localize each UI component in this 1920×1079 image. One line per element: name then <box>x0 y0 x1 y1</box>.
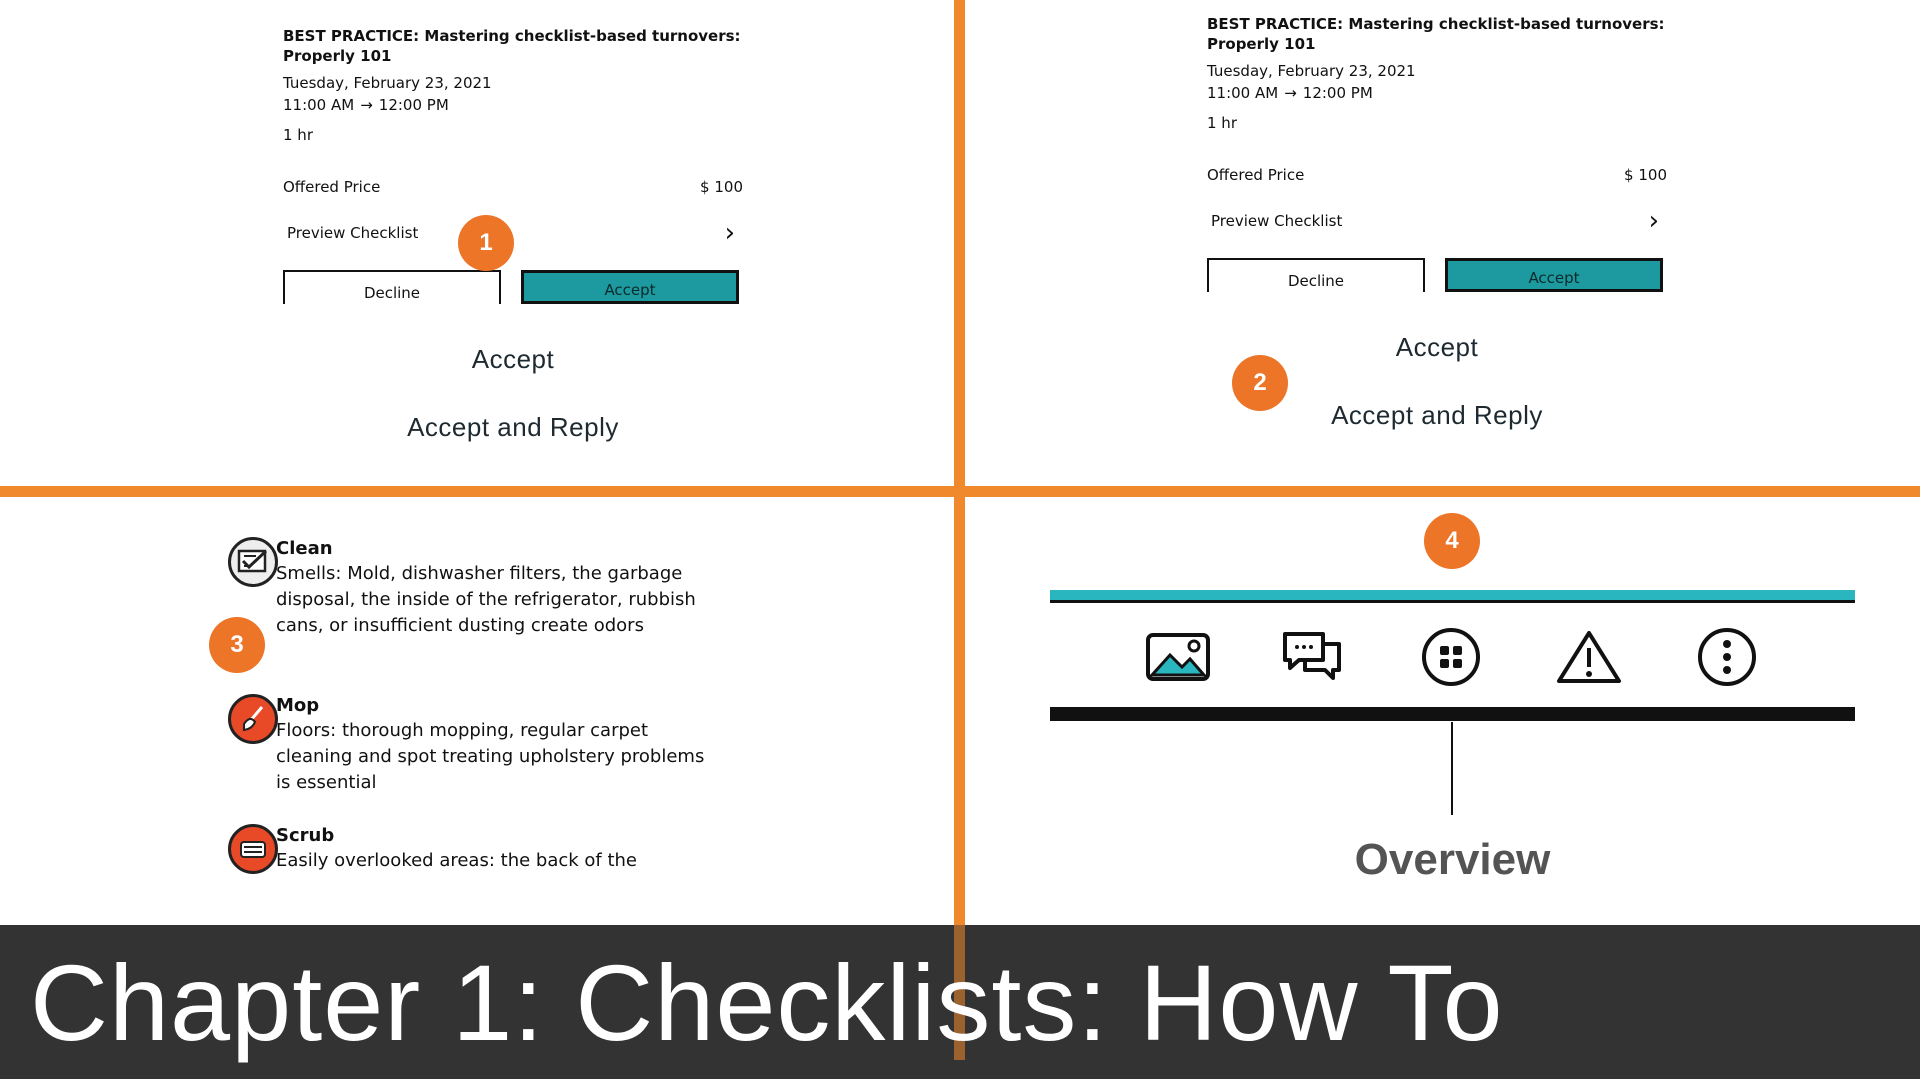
preview-checklist-label: Preview Checklist <box>1211 212 1343 230</box>
decline-button[interactable]: Decline <box>283 270 501 304</box>
panel-offer-step-1 <box>0 0 955 487</box>
price-label: Offered Price <box>1207 166 1305 184</box>
step-badge-3: 3 <box>209 617 265 673</box>
task-item-scrub[interactable] <box>276 824 716 874</box>
task-name: Mop <box>276 695 320 716</box>
time-start: 11:00 AM <box>283 96 355 114</box>
panel-offer-step-2 <box>965 0 1920 487</box>
accept-button[interactable]: Accept <box>1445 258 1663 292</box>
action-buttons <box>1207 258 1667 292</box>
offer-card <box>1207 14 1667 292</box>
event-time <box>1207 82 1667 104</box>
event-time <box>283 94 743 116</box>
task-description: Smells: Mold, dishwasher filters, the garbage disposal, the inside of the refrigerator, rubbish cans, or insufficient dusting create odors <box>276 563 696 636</box>
arrow-right-icon: → <box>1284 84 1297 102</box>
preview-checklist-label: Preview Checklist <box>287 224 419 242</box>
checklist-icon <box>228 537 278 587</box>
task-name: Clean <box>276 538 333 559</box>
option-accept[interactable]: Accept <box>1395 332 1479 362</box>
horizontal-divider <box>0 486 1920 497</box>
toolbar-bottom-border <box>1050 707 1855 721</box>
more-vertical-icon[interactable] <box>1694 627 1760 687</box>
chevron-right-icon: › <box>1648 206 1659 236</box>
offer-card <box>283 26 743 304</box>
image-icon[interactable] <box>1145 627 1211 687</box>
task-item-mop[interactable] <box>276 694 716 796</box>
chapter-title: Chapter 1: Checklists: How To <box>30 942 1504 1063</box>
time-end: 12:00 PM <box>1302 84 1373 102</box>
bottom-toolbar <box>1050 603 1855 707</box>
event-date: Tuesday, February 23, 2021 <box>283 74 492 92</box>
step-badge-4: 4 <box>1424 513 1480 569</box>
time-start: 11:00 AM <box>1207 84 1279 102</box>
chat-icon[interactable] <box>1280 627 1346 687</box>
callout-pointer-line <box>1451 722 1453 815</box>
panel-checklist-tasks <box>0 497 955 925</box>
price-row <box>283 178 743 196</box>
teal-progress-bar <box>1050 590 1855 600</box>
task-description: Easily overlooked areas: the back of the <box>276 850 638 871</box>
step-badge-1: 1 <box>458 215 514 271</box>
event-duration: 1 hr <box>283 126 313 144</box>
option-accept-and-reply[interactable]: Accept and Reply <box>407 412 619 442</box>
step-badge-2: 2 <box>1232 355 1288 411</box>
task-description: Floors: thorough mopping, regular carpet cleaning and spot treating upholstery problems is essential <box>276 720 705 793</box>
event-duration: 1 hr <box>1207 114 1237 132</box>
apps-grid-icon[interactable] <box>1418 627 1484 687</box>
action-buttons <box>283 270 743 304</box>
event-title: BEST PRACTICE: Mastering checklist-based turnovers: Properly 101 <box>1207 15 1665 53</box>
accept-button[interactable]: Accept <box>521 270 739 304</box>
event-date: Tuesday, February 23, 2021 <box>1207 62 1416 80</box>
option-accept-and-reply[interactable]: Accept and Reply <box>1331 400 1543 430</box>
time-end: 12:00 PM <box>378 96 449 114</box>
chevron-right-icon: › <box>724 218 735 248</box>
warning-icon[interactable] <box>1556 627 1622 687</box>
price-label: Offered Price <box>283 178 381 196</box>
price-row <box>1207 166 1667 184</box>
task-item-clean[interactable] <box>276 537 716 639</box>
vertical-divider <box>954 0 965 1060</box>
arrow-right-icon: → <box>360 96 373 114</box>
task-name: Scrub <box>276 825 335 846</box>
overview-label: Overview <box>1354 835 1551 884</box>
price-value: $ 100 <box>1624 166 1667 184</box>
price-value: $ 100 <box>700 178 743 196</box>
decline-button[interactable]: Decline <box>1207 258 1425 292</box>
preview-checklist-link[interactable] <box>1207 206 1667 236</box>
mop-icon <box>228 694 278 744</box>
sponge-icon <box>228 824 278 874</box>
option-accept[interactable]: Accept <box>471 344 555 374</box>
event-title: BEST PRACTICE: Mastering checklist-based turnovers: Properly 101 <box>283 27 741 65</box>
